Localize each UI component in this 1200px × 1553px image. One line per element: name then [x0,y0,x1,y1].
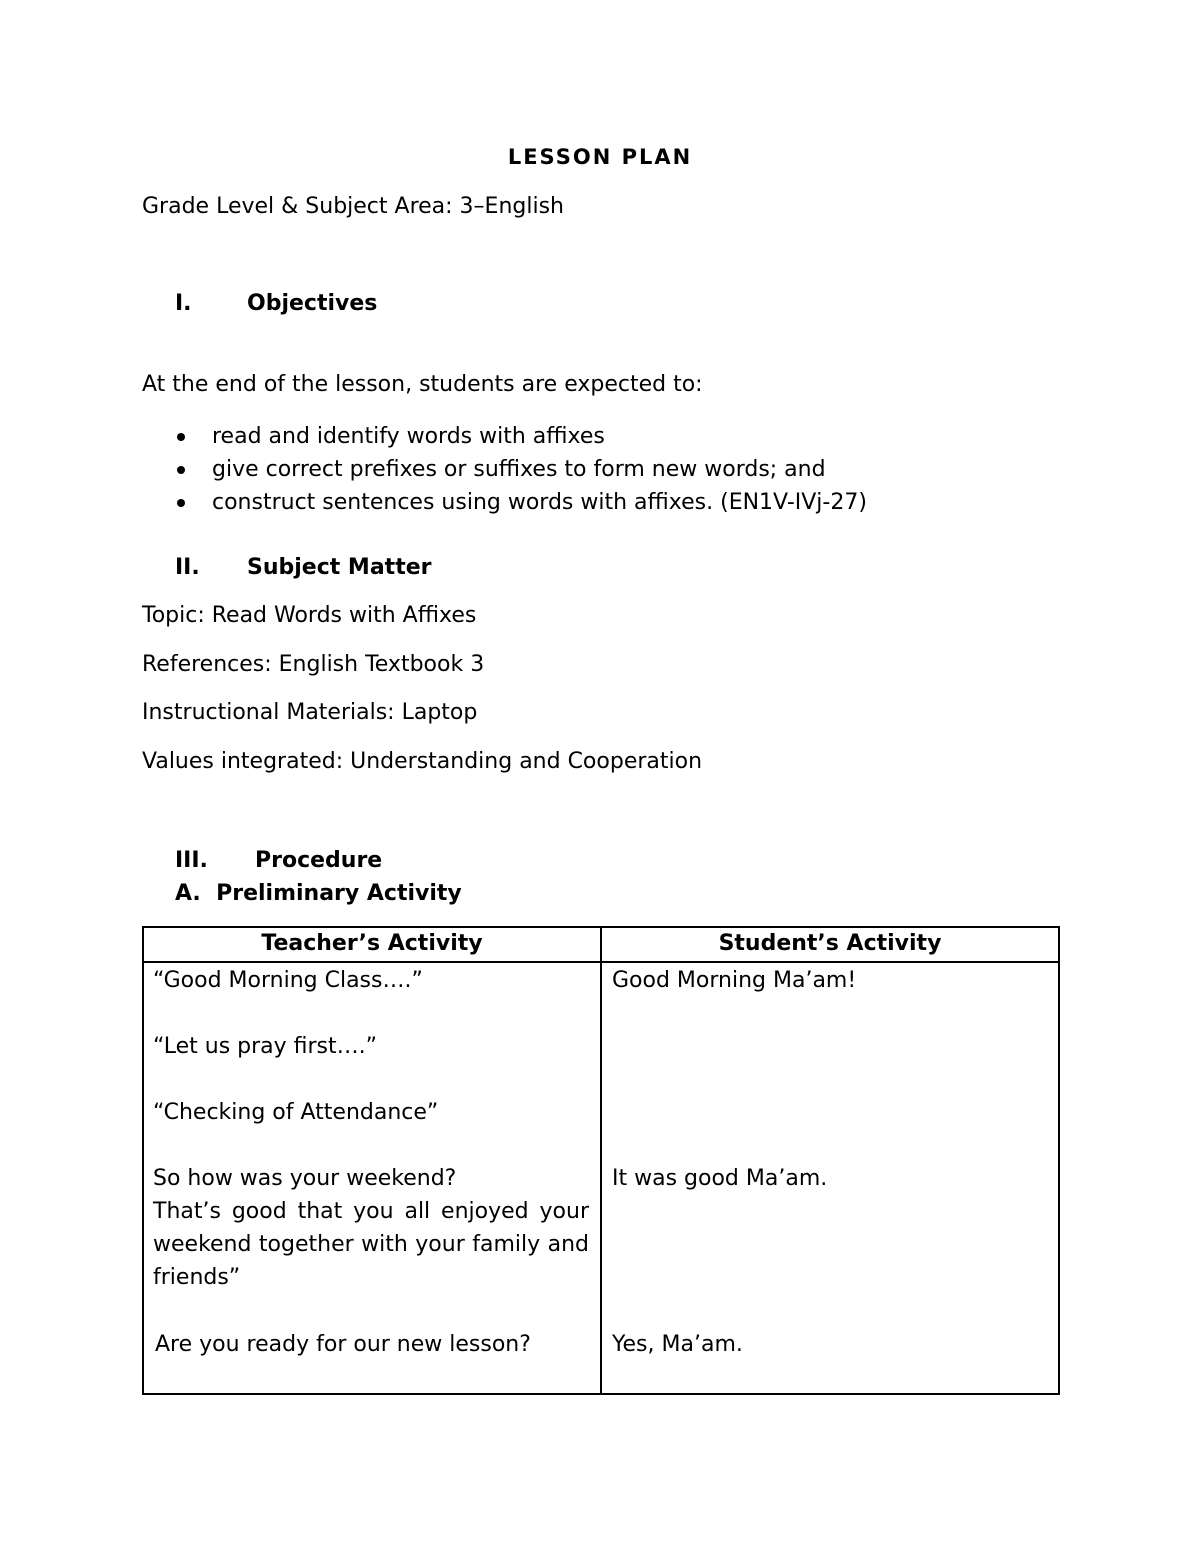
bullet-icon [177,466,185,474]
header-divider [144,961,1058,963]
list-item: give correct prefixes or suffixes to form new words; and [142,453,867,486]
section-objectives-number: I. [175,291,192,316]
header-student: Student’s Activity [718,931,942,956]
column-divider [600,928,602,1393]
section-subject-heading: Subject Matter [247,555,432,580]
subject-topic: Topic: Read Words with Affixes [142,603,477,628]
section-procedure-heading: Procedure [255,848,383,873]
bullet-icon [177,499,185,507]
subject-materials: Instructional Materials: Laptop [142,700,478,725]
student-line: Yes, Ma’am. [612,1332,743,1357]
objectives-list [142,420,867,519]
teacher-line: Are you ready for our new lesson? [155,1332,531,1357]
teacher-line: “Good Morning Class….” [153,968,423,993]
section-subject-number: II. [175,555,200,580]
teacher-line: “Checking of Attendance” [153,1100,439,1125]
section-objectives-heading: Objectives [247,291,378,316]
grade-level: Grade Level & Subject Area: 3–English [142,194,564,219]
preliminary-activity-heading: A. Preliminary Activity [175,881,462,906]
teacher-line: That’s good that you all enjoyed your weekend together with your family and friends” [153,1199,589,1290]
objectives-intro: At the end of the lesson, students are expected to: [142,372,703,397]
teacher-line: So how was your weekend? [153,1166,457,1191]
section-procedure-number: III. [175,848,208,873]
bullet-icon [177,433,185,441]
subject-values: Values integrated: Understanding and Cooperation [142,749,703,774]
subject-references: References: English Textbook 3 [142,652,485,677]
list-item: read and identify words with affixes [142,420,867,453]
activity-table [142,926,1060,1395]
page-title: LESSON PLAN [507,145,693,169]
teacher-line: “Let us pray first….” [153,1034,378,1059]
student-line: It was good Ma’am. [612,1166,828,1191]
list-item: construct sentences using words with affixes. (EN1V-IVj-27) [142,486,867,519]
header-teacher: Teacher’s Activity [261,931,483,956]
student-line: Good Morning Ma’am! [612,968,857,993]
